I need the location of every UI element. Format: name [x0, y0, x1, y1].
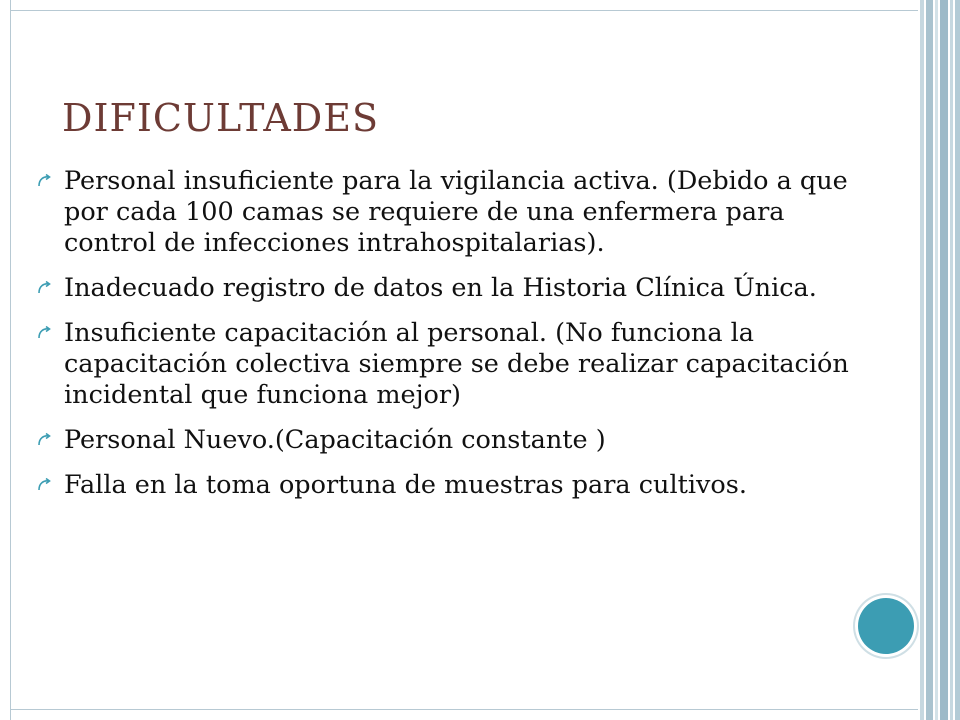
bullet-item: [36, 318, 856, 411]
bullet-text: Personal insuficiente para la vigilancia activa. (Debido a que por cada 100 camas se requiere de una enfermera para control de infecciones intrahospitalarias).: [64, 166, 848, 258]
bullet-item: [36, 470, 856, 501]
bullet-text: Inadecuado registro de datos en la Historia Clínica Única.: [64, 273, 817, 303]
curved-arrow-bullet-icon: [36, 432, 52, 448]
bullet-text: Falla en la toma oportuna de muestras para cultivos.: [64, 470, 747, 500]
frame-bottom-line: [10, 709, 920, 710]
curved-arrow-bullet-icon: [36, 325, 52, 341]
bullet-text: Insuficiente capacitación al personal. (No funciona la capacitación colectiva siempre se debe realizar capacitación incidental que funciona mejor): [64, 318, 849, 410]
bullet-item: [36, 425, 856, 456]
bullet-text: Personal Nuevo.(Capacitación constante ): [64, 425, 606, 455]
decorative-stripes: [918, 0, 960, 720]
bullet-item: [36, 166, 856, 259]
curved-arrow-bullet-icon: [36, 173, 52, 189]
bullet-list: [36, 166, 856, 515]
curved-arrow-bullet-icon: [36, 280, 52, 296]
slide-title: DIFICULTADES: [62, 96, 380, 140]
bullet-item: [36, 273, 856, 304]
curved-arrow-bullet-icon: [36, 477, 52, 493]
frame-top-line: [10, 10, 920, 11]
accent-circle: [858, 598, 914, 654]
frame-left-line: [10, 0, 11, 720]
